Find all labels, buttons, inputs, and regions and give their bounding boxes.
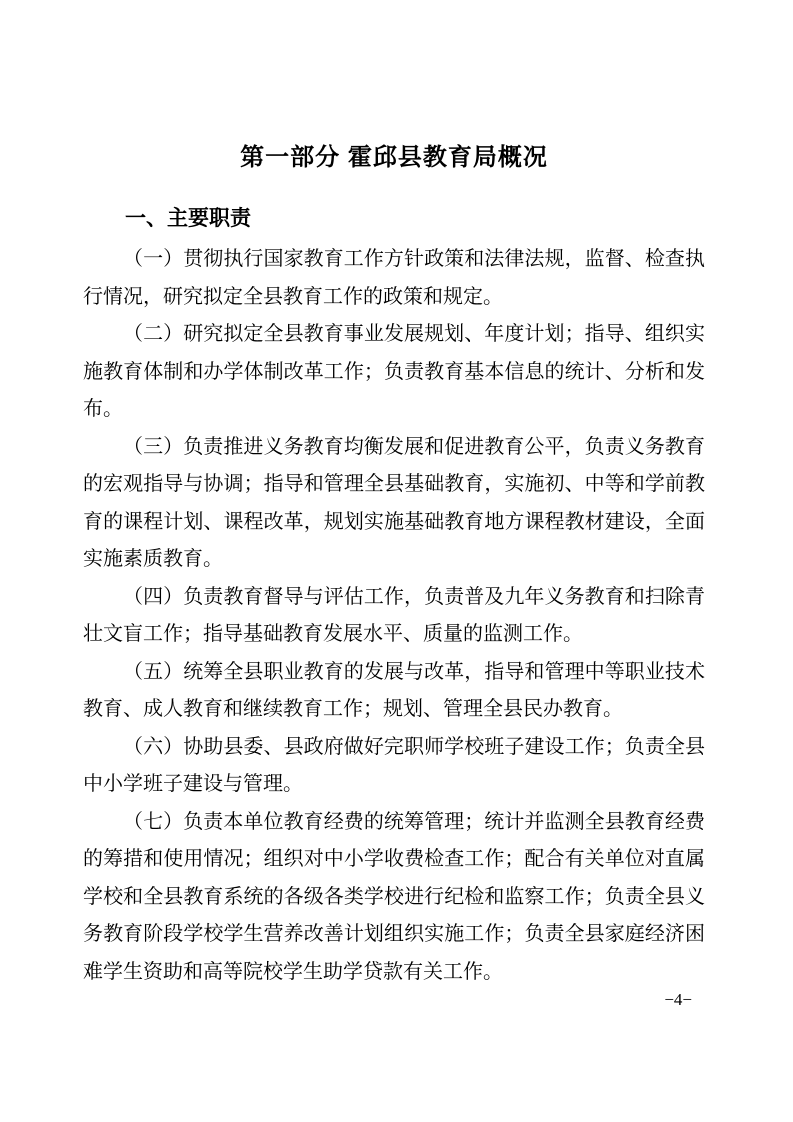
paragraph-duty-5: （五）统筹全县职业教育的发展与改革，指导和管理中等职业技术教育、成人教育和继续教育工作；规划、管理全县民办教育。 [83,660,705,720]
page-number: −4− [664,990,692,1009]
document-body [83,241,705,991]
paragraph-duty-4: （四）负责教育督导与评估工作，负责普及九年义务教育和扫除青壮文盲工作；指导基础教育发展水平、质量的监测工作。 [83,585,705,645]
section-heading: 一、主要职责 [125,207,251,230]
paragraph-duty-7: （七）负责本单位教育经费的统筹管理；统计并监测全县教育经费的筹措和使用情况；组织对中小学收费检查工作；配合有关单位对直属学校和全县教育系统的各级各类学校进行纪检和监察工作；负责全县义务教育阶段学校学生营养改善计划组织实施工作；负责全县家庭经济困难学生资助和高等院校学生助学贷款有关工作。 [83,810,705,983]
document-title: 第一部分 霍邱县教育局概况 [240,144,548,171]
paragraph-duty-3: （三）负责推进义务教育均衡发展和促进教育公平，负责义务教育的宏观指导与协调；指导和管理全县基础教育，实施初、中等和学前教育的课程计划、课程改革，规划实施基础教育地方课程教材建设，全面实施素质教育。 [83,435,705,570]
paragraph-duty-1: （一）贯彻执行国家教育工作方针政策和法律法规，监督、检查执行情况，研究拟定全县教育工作的政策和规定。 [83,248,705,308]
paragraph-duty-2: （二）研究拟定全县教育事业发展规划、年度计划；指导、组织实施教育体制和办学体制改革工作；负责教育基本信息的统计、分析和发布。 [83,323,705,420]
paragraph-duty-6: （六）协助县委、县政府做好完职师学校班子建设工作；负责全县中小学班子建设与管理。 [83,735,705,795]
